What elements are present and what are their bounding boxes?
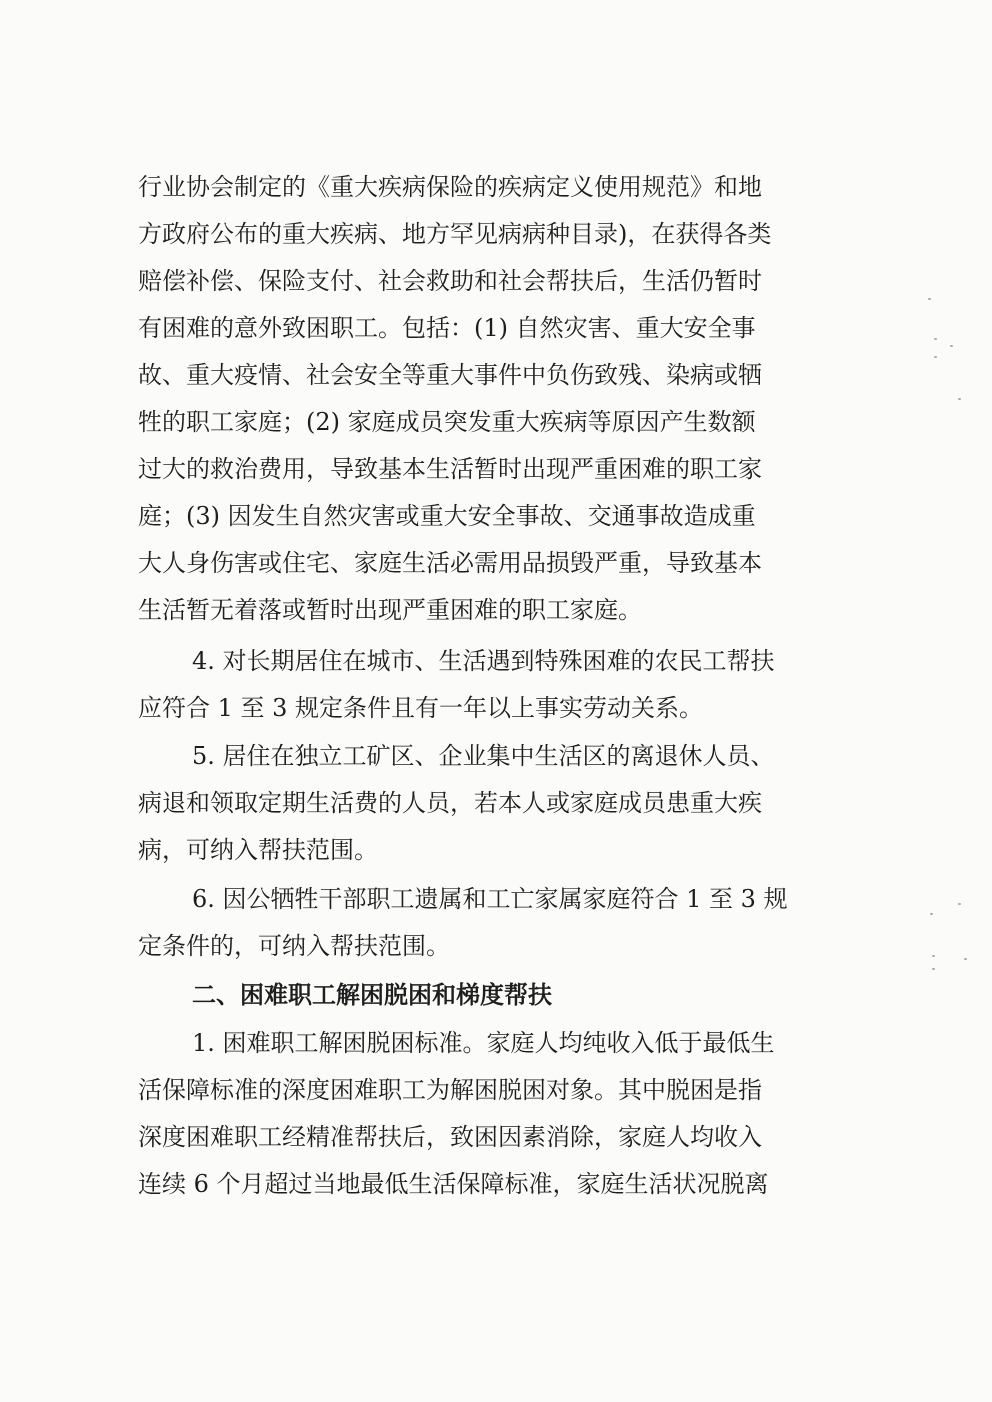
text-line: 应符合 1 至 3 规定条件且有一年以上事实劳动关系。 (138, 694, 704, 722)
scan-speck (928, 298, 931, 300)
scan-speck (958, 903, 961, 905)
text-line: 病，可纳入帮扶范围。 (138, 836, 378, 864)
text-line: 深度困难职工经精准帮扶后，致困因素消除，家庭人均收入 (138, 1123, 762, 1151)
scan-speck (958, 398, 961, 400)
paragraph-6-line: 6. 因公牺牲干部职工遗属和工亡家属家庭符合 1 至 3 规 (192, 885, 788, 913)
text-line: 方政府公布的重大疾病、地方罕见病病种目录)，在获得各类 (138, 220, 772, 248)
text-line: 连续 6 个月超过当地最低生活保障标准，家庭生活状况脱离 (138, 1170, 769, 1198)
scan-speck (934, 356, 937, 358)
paragraph-5-line: 5. 居住在独立工矿区、企业集中生活区的离退休人员、 (192, 742, 775, 770)
text-line: 过大的救治费用，导致基本生活暂时出现严重困难的职工家 (138, 455, 762, 483)
scan-speck (932, 955, 935, 957)
scan-speck (932, 968, 935, 970)
text-line: 有困难的意外致困职工。包括：(1) 自然灾害、重大安全事 (138, 314, 756, 342)
text-line: 故、重大疫情、社会安全等重大事件中负伤致残、染病或牺 (138, 361, 762, 389)
text-line: 赔偿补偿、保险支付、社会救助和社会帮扶后，生活仍暂时 (138, 267, 762, 295)
scan-speck (934, 338, 937, 340)
section-heading: 二、困难职工解困脱困和梯度帮扶 (192, 981, 552, 1009)
text-line: 牲的职工家庭；(2) 家庭成员突发重大疾病等原因产生数额 (138, 408, 756, 436)
text-line: 活保障标准的深度困难职工为解困脱困对象。其中脱困是指 (138, 1076, 762, 1104)
scan-speck (950, 345, 953, 347)
text-line: 庭；(3) 因发生自然灾害或重大安全事故、交通事故造成重 (138, 502, 756, 530)
scan-speck (930, 913, 933, 915)
scan-speck (964, 958, 967, 960)
text-line: 定条件的，可纳入帮扶范围。 (138, 932, 450, 960)
text-line: 行业协会制定的《重大疾病保险的疾病定义使用规范》和地 (138, 173, 762, 201)
paragraph-1-line: 1. 困难职工解困脱困标准。家庭人均纯收入低于最低生 (192, 1029, 775, 1057)
paragraph-4-line: 4. 对长期居住在城市、生活遇到特殊困难的农民工帮扶 (192, 647, 775, 675)
text-line: 病退和领取定期生活费的人员，若本人或家庭成员患重大疾 (138, 789, 762, 817)
text-line: 大人身伤害或住宅、家庭生活必需用品损毁严重，导致基本 (138, 549, 762, 577)
text-line: 生活暂无着落或暂时出现严重困难的职工家庭。 (138, 596, 642, 624)
